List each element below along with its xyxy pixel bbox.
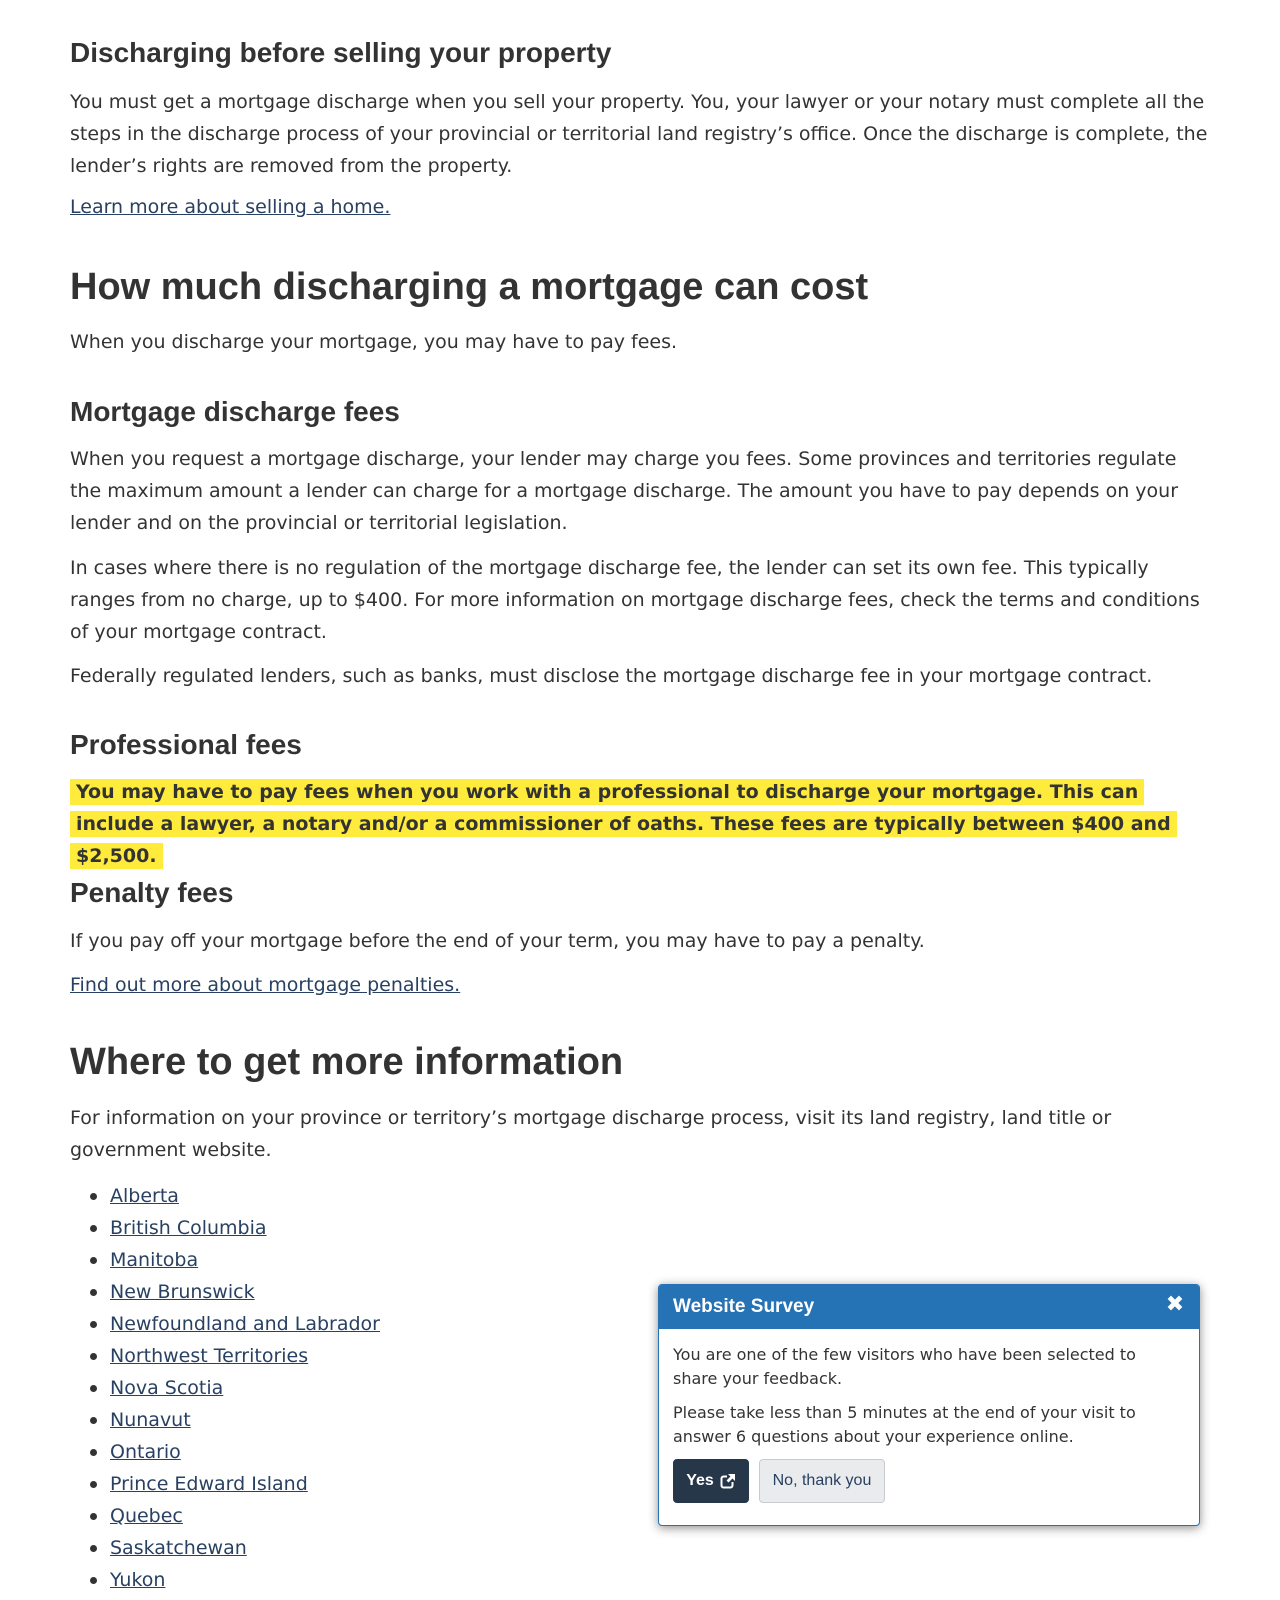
survey-popup [658,1284,1200,1526]
link-selling-home[interactable]: Learn more about selling a home. [70,196,391,218]
province-list [70,1180,380,1596]
paragraph-discharge-fees-3: Federally regulated lenders, such as banks, must disclose the mortgage discharge fee in your mortgage contract. [70,665,1153,687]
highlighted-professional-fees: You may have to pay fees when you work with a professional to discharge your mortgage. This can include a lawyer, a notary and/or a commissioner of oaths. These fees are typically between $400 and $2,500. [70,779,1177,869]
survey-title: Website Survey [673,1296,815,1317]
heading-discharge-fees: Mortgage discharge fees [70,396,400,427]
link-province-northwest-territories[interactable]: Northwest Territories [110,1345,309,1367]
survey-body [659,1329,1199,1503]
survey-yes-button[interactable] [673,1459,749,1503]
link-province-newfoundland[interactable]: Newfoundland and Labrador [110,1313,380,1335]
link-province-yukon[interactable]: Yukon [110,1569,166,1591]
list-item [110,1180,380,1212]
link-mortgage-penalties[interactable]: Find out more about mortgage penalties. [70,974,461,996]
list-item [110,1276,380,1308]
link-province-new-brunswick[interactable]: New Brunswick [110,1281,255,1303]
paragraph-cost-intro: When you discharge your mortgage, you may have to pay fees. [70,331,678,353]
heading-selling: Discharging before selling your property [70,37,612,68]
heading-cost: How much discharging a mortgage can cost [70,266,869,308]
heading-more-info: Where to get more information [70,1041,624,1083]
paragraph-penalty-fees: If you pay off your mortgage before the end of your term, you may have to pay a penalty. [70,930,925,952]
survey-buttons [673,1459,1185,1503]
survey-yes-label: Yes [686,1472,714,1489]
list-item [110,1372,380,1404]
list-item [110,1436,380,1468]
list-item [110,1468,380,1500]
link-province-nova-scotia[interactable]: Nova Scotia [110,1377,224,1399]
list-item [110,1244,380,1276]
link-province-pei[interactable]: Prince Edward Island [110,1473,308,1495]
paragraph-discharge-fees-1: When you request a mortgage discharge, your lender may charge you fees. Some provinces and territories regulate the maximum amount a lender can charge for a mortgage discharge. The amount you have to pay depends on your lender and on the provincial or territorial legislation. [70,448,1179,534]
list-item [110,1404,380,1436]
survey-header [659,1285,1199,1329]
link-province-saskatchewan[interactable]: Saskatchewan [110,1537,247,1559]
close-icon[interactable]: ✖ [1165,1292,1185,1317]
list-item [110,1212,380,1244]
survey-no-button[interactable]: No, thank you [759,1459,885,1503]
list-item [110,1532,380,1564]
heading-penalty-fees: Penalty fees [70,877,234,908]
heading-professional-fees: Professional fees [70,729,302,760]
link-province-british-columbia[interactable]: British Columbia [110,1217,267,1239]
external-link-icon [720,1473,736,1489]
paragraph-discharge-fees-2: In cases where there is no regulation of the mortgage discharge fee, the lender can set its own fee. This typically ranges from no charge, up to $400. For more information on mortgage discharge fees, check the terms and conditions of your mortgage contract. [70,557,1200,643]
list-item [110,1564,380,1596]
survey-text-1: You are one of the few visitors who have been selected to share your feedback. [673,1345,1136,1388]
link-province-manitoba[interactable]: Manitoba [110,1249,199,1271]
paragraph-more-info: For information on your province or territory’s mortgage discharge process, visit its land registry, land title or government website. [70,1107,1112,1161]
link-province-quebec[interactable]: Quebec [110,1505,183,1527]
list-item [110,1340,380,1372]
list-item [110,1308,380,1340]
link-province-ontario[interactable]: Ontario [110,1441,181,1463]
link-province-nunavut[interactable]: Nunavut [110,1409,191,1431]
paragraph-professional-fees [70,776,1190,872]
survey-text-2: Please take less than 5 minutes at the end of your visit to answer 6 questions about your experience online. [673,1403,1136,1446]
link-province-alberta[interactable]: Alberta [110,1185,179,1207]
paragraph-selling: You must get a mortgage discharge when you sell your property. You, your lawyer or your notary must complete all the steps in the discharge process of your provincial or territorial land registry’s office. Once the discharge is complete, the lender’s rights are removed from the property. [70,91,1208,177]
list-item [110,1500,380,1532]
